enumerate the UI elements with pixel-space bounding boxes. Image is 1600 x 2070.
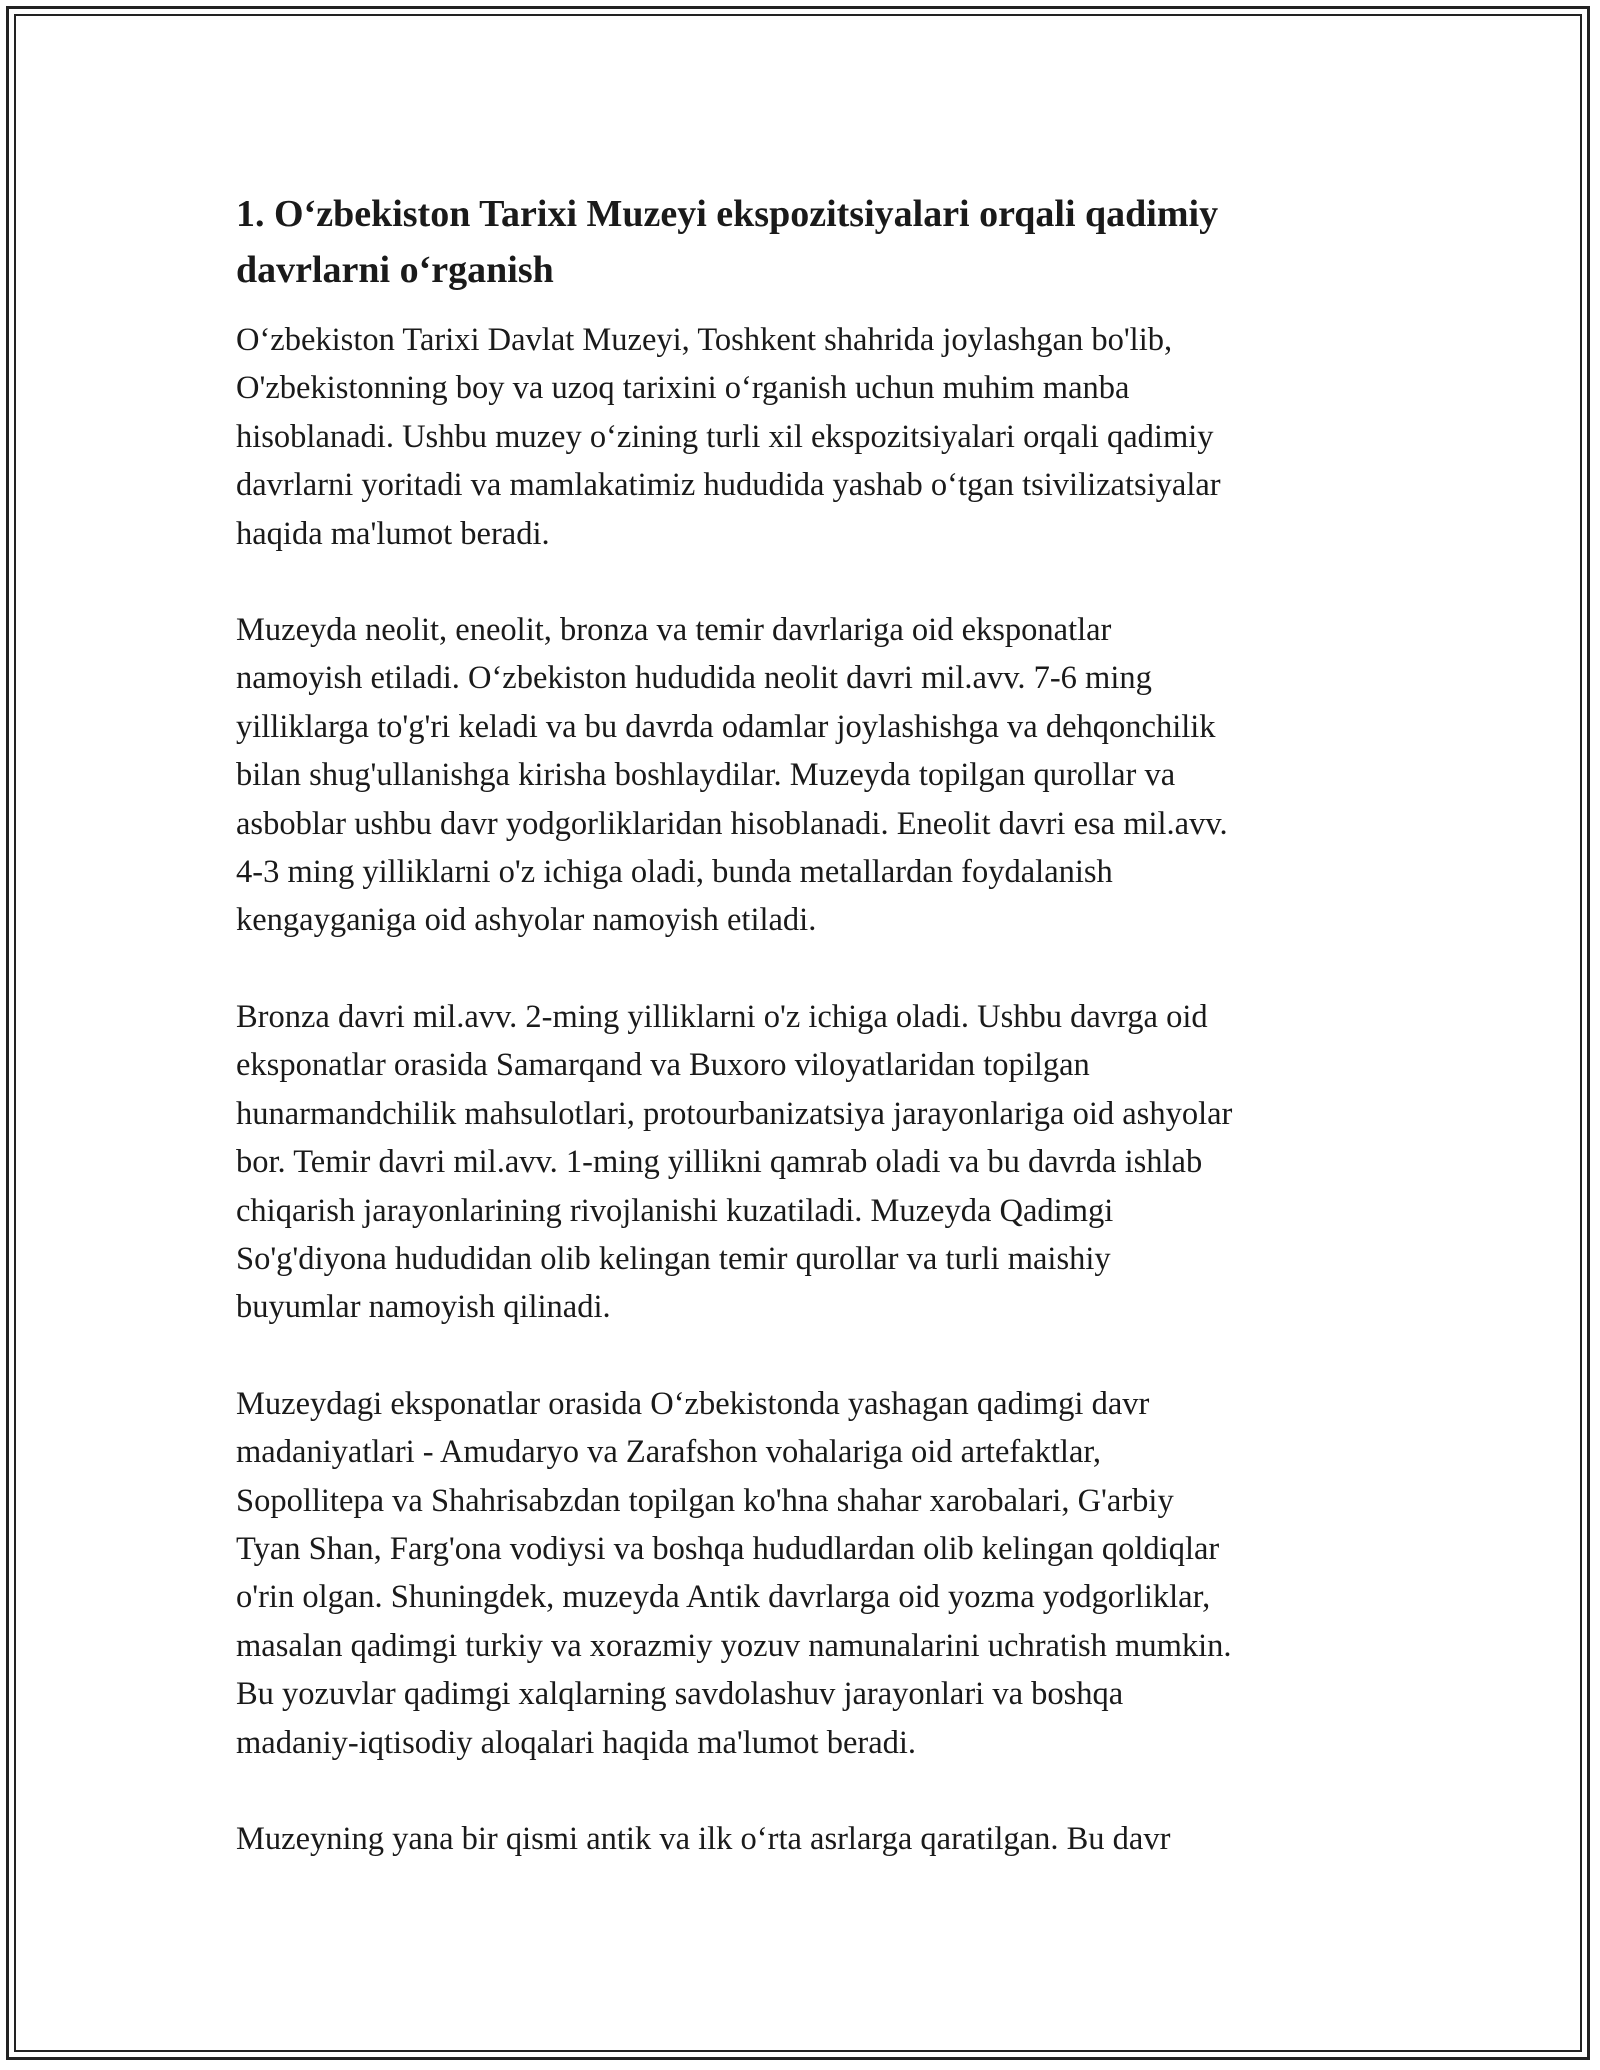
text-line: O‘zbekiston Tarixi Davlat Muzeyi, Toshkent shahrida joylashgan bo'lib,	[236, 322, 1173, 358]
paragraph-4	[236, 1380, 1372, 1767]
paragraph-2	[236, 606, 1372, 945]
text-line: Muzeyning yana bir qismi antik va ilk o‘rta asrlarga qaratilgan. Bu davr	[236, 1820, 1171, 1857]
text-line: bilan shug'ullanishga kirisha boshlaydilar. Muzeyda topilgan qurollar va	[236, 757, 1176, 794]
heading-line: 1. O‘zbekiston Tarixi Muzeyi ekspozitsiyalari orqali qadimiy	[236, 193, 1219, 235]
document-heading	[236, 186, 1372, 298]
text-line: 4-3 ming yilliklarni o'z ichiga oladi, bunda metallardan foydalanish	[236, 854, 1113, 891]
text-line: yilliklarga to'g'ri keladi va bu davrda odamlar joylashishga va dehqonchilik	[236, 708, 1216, 745]
text-line: o'rin olgan. Shuningdek, muzeyda Antik davrlarga oid yozma yodgorliklar,	[236, 1579, 1211, 1616]
text-line: bor. Temir davri mil.avv. 1-ming yillikni qamrab oladi va bu davrda ishlab	[236, 1144, 1203, 1181]
text-line: Bu yozuvlar qadimgi xalqlarning savdolashuv jarayonlari va boshqa	[236, 1676, 1124, 1713]
text-line: buyumlar namoyish qilinadi.	[236, 1289, 611, 1326]
text-line: asboblar ushbu davr yodgorliklaridan hisoblanadi. Eneolit davri esa mil.avv.	[236, 805, 1228, 842]
text-line: hisoblanadi. Ushbu muzey o‘zining turli xil ekspozitsiyalari orqali qadimiy	[236, 418, 1214, 455]
document-body	[236, 186, 1372, 1911]
text-line: davrlarni yoritadi va mamlakatimiz hududida yashab o‘tgan tsivilizatsiyalar	[236, 467, 1221, 504]
text-line: hunarmandchilik mahsulotlari, protourbanizatsiya jarayonlariga oid ashyolar	[236, 1095, 1233, 1132]
text-line: chiqarish jarayonlarining rivojlanishi kuzatiladi. Muzeyda Qadimgi	[236, 1192, 1114, 1229]
text-line: Tyan Shan, Farg'ona vodiysi va boshqa hududlardan olib kelingan qoldiqlar	[236, 1530, 1220, 1567]
text-line: namoyish etiladi. O‘zbekiston hududida neolit davri mil.avv. 7-6 ming	[236, 660, 1152, 697]
text-line: Muzeydagi eksponatlar orasida O‘zbekistonda yashagan qadimgi davr	[236, 1385, 1150, 1422]
text-line: So'g'diyona hududidan olib kelingan temir qurollar va turli maishiy	[236, 1240, 1111, 1277]
paragraph-3	[236, 993, 1372, 1332]
text-line: Muzeyda neolit, eneolit, bronza va temir davrlariga oid eksponatlar	[236, 612, 1112, 649]
text-line: haqida ma'lumot beradi.	[236, 515, 550, 552]
text-line: O'zbekistonning boy va uzoq tarixini o‘rganish uchun muhim manba	[236, 370, 1130, 407]
paragraph-1	[236, 316, 1372, 558]
text-line: masalan qadimgi turkiy va xorazmiy yozuv namunalarini uchratish mumkin.	[236, 1627, 1232, 1664]
text-line: madaniyatlari - Amudaryo va Zarafshon vohalariga oid artefaktlar,	[236, 1434, 1102, 1471]
text-line: Bronza davri mil.avv. 2-ming yilliklarni o'z ichiga oladi. Ushbu davrga oid	[236, 998, 1208, 1035]
text-line: Sopollitepa va Shahrisabzdan topilgan ko'hna shahar xarobalari, G'arbiy	[236, 1482, 1174, 1519]
heading-line: davrlarni o‘rganish	[236, 249, 554, 291]
text-line: madaniy-iqtisodiy aloqalari haqida ma'lumot beradi.	[236, 1724, 917, 1761]
paragraph-5	[236, 1815, 1372, 1863]
text-line: eksponatlar orasida Samarqand va Buxoro viloyatlaridan topilgan	[236, 1047, 1090, 1084]
text-line: kengayganiga oid ashyolar namoyish etiladi.	[236, 902, 817, 939]
